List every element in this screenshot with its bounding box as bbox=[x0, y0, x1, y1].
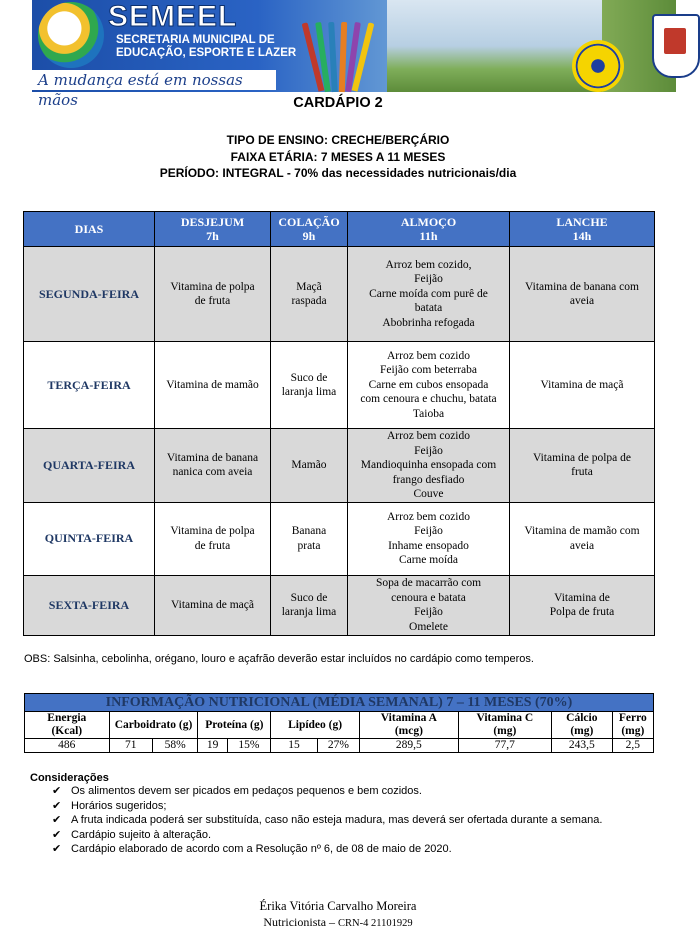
meal-line: Mandioquinha ensopada com bbox=[360, 459, 497, 471]
consideracao-item: ✔ Os alimentos devem ser picados em pedaços pequenos e bem cozidos. bbox=[52, 784, 422, 797]
day-cell: SEXTA-FEIRA bbox=[24, 575, 155, 635]
colacao-cell bbox=[271, 575, 348, 635]
colacao-cell bbox=[271, 429, 348, 503]
day-cell: SEGUNDA-FEIRA bbox=[24, 247, 155, 342]
header-ferro: Ferro (mg) bbox=[612, 712, 653, 739]
header-lipideo: Lipídeo (g) bbox=[271, 712, 360, 739]
day-cell: QUARTA-FEIRA bbox=[24, 429, 155, 503]
checkmark-icon: ✔ bbox=[52, 798, 62, 812]
desjejum-cell bbox=[155, 575, 271, 635]
pencils-image bbox=[302, 8, 382, 92]
checkmark-icon: ✔ bbox=[52, 784, 62, 797]
page-title: CARDÁPIO 2 bbox=[293, 95, 383, 111]
meal-line: Abobrinha refogada bbox=[382, 316, 475, 329]
municipal-crest-icon bbox=[652, 14, 700, 78]
consideracoes-list bbox=[30, 784, 602, 857]
consideracao-item: ✔ Horários sugeridos; bbox=[52, 798, 167, 812]
value-vitamina-c: 77,7 bbox=[458, 739, 551, 753]
meal-line: Vitamina de polpa bbox=[170, 280, 255, 293]
soccer-ball-icon bbox=[572, 40, 624, 92]
meal-line: Mamão bbox=[291, 459, 327, 471]
header-vitamina-a: Vitamina A (mcg) bbox=[360, 712, 459, 739]
meal-line: Arroz bem cozido, bbox=[385, 258, 472, 271]
meal-line: batata bbox=[414, 302, 443, 315]
meal-line: frango desfiado bbox=[392, 473, 465, 486]
menu-row bbox=[24, 342, 655, 429]
semeel-logo-icon bbox=[38, 2, 104, 68]
meal-line: Suco de bbox=[290, 591, 328, 604]
meal-line: cenoura e batata bbox=[391, 591, 466, 604]
almoco-cell bbox=[348, 247, 510, 342]
header-energia: Energia (Kcal) bbox=[25, 712, 110, 739]
menu-row bbox=[24, 247, 655, 342]
meal-line: Vitamina de maçã bbox=[171, 598, 254, 611]
value-carboidrato-g: 71 bbox=[109, 739, 152, 753]
meal-line: Feijão com beterraba bbox=[379, 364, 478, 377]
value-lipideo-g: 15 bbox=[271, 739, 318, 753]
desjejum-cell bbox=[155, 342, 271, 429]
day-cell: QUINTA-FEIRA bbox=[24, 502, 155, 575]
meal-line: aveia bbox=[569, 295, 595, 307]
meal-line: Arroz bem cozido bbox=[386, 430, 471, 442]
meal-line: de fruta bbox=[194, 295, 231, 307]
meal-line: raspada bbox=[291, 295, 327, 307]
checkmark-icon: ✔ bbox=[52, 827, 62, 841]
value-energia: 486 bbox=[25, 739, 110, 753]
meal-line: Omelete bbox=[409, 620, 448, 633]
tipo-ensino: TIPO DE ENSINO: CRECHE/BERÇÁRIO bbox=[226, 133, 450, 147]
meal-line: aveia bbox=[569, 539, 595, 552]
almoco-cell bbox=[348, 342, 510, 429]
meal-line: Feijão bbox=[414, 273, 443, 286]
faixa-etaria: FAIXA ETÁRIA: 7 MESES A 11 MESES bbox=[230, 149, 446, 164]
nutrition-title-row bbox=[25, 694, 654, 712]
meal-line: Couve bbox=[413, 488, 444, 500]
meal-line: Vitamina de polpa de bbox=[533, 451, 631, 464]
meal-line: Vitamina de polpa bbox=[170, 525, 255, 537]
meal-line: Carne moída bbox=[398, 554, 459, 566]
menu-row bbox=[24, 575, 655, 635]
value-proteina-g: 19 bbox=[198, 739, 227, 753]
meal-line: Taioba bbox=[412, 407, 445, 420]
meal-line: Banana bbox=[291, 525, 327, 537]
meal-line: prata bbox=[297, 539, 321, 552]
meal-line: Vitamina de bbox=[554, 591, 610, 604]
meal-line: Carne moída com purê de bbox=[369, 287, 488, 300]
meal-line: Carne em cubos ensopada bbox=[368, 378, 489, 391]
desjejum-cell bbox=[155, 247, 271, 342]
consideracao-item: ✔ Cardápio sujeito à alteração. bbox=[52, 827, 212, 841]
almoco-cell bbox=[348, 502, 510, 575]
colacao-cell bbox=[271, 342, 348, 429]
colacao-cell bbox=[271, 247, 348, 342]
value-proteina-pct: 15% bbox=[227, 739, 270, 753]
header-proteina: Proteína (g) bbox=[198, 712, 271, 739]
meal-line: laranja lima bbox=[281, 386, 337, 398]
lanche-cell bbox=[510, 502, 655, 575]
almoco-cell bbox=[348, 575, 510, 635]
meal-line: Inhame ensopado bbox=[388, 539, 469, 552]
value-calcio: 243,5 bbox=[551, 739, 612, 753]
meal-line: Feijão bbox=[414, 444, 443, 457]
lanche-cell bbox=[510, 342, 655, 429]
meal-line: fruta bbox=[571, 466, 593, 479]
periodo: PERÍODO: INTEGRAL - 70% das necessidades nutricionais/dia bbox=[159, 166, 517, 180]
brand-name: SEMEEL bbox=[108, 0, 238, 33]
almoco-cell bbox=[348, 429, 510, 503]
consideracao-item: ✔ Cardápio elaborado de acordo com a Resolução nº 6, de 08 de maio de 2020. bbox=[52, 842, 452, 855]
value-ferro: 2,5 bbox=[612, 739, 653, 753]
menu-header-row bbox=[24, 212, 655, 247]
nutrition-table bbox=[24, 693, 654, 753]
menu-table bbox=[23, 211, 655, 636]
slogan: A mudança está em nossas mãos bbox=[32, 70, 276, 90]
crn-number: CRN-4 21101929 bbox=[338, 918, 413, 929]
colacao-cell bbox=[271, 502, 348, 575]
meal-line: Feijão bbox=[414, 525, 443, 537]
header-dias: DIAS bbox=[24, 212, 155, 247]
meal-line: laranja lima bbox=[281, 606, 337, 618]
meal-line: Vitamina de banana bbox=[166, 451, 259, 464]
header-colacao: COLAÇÃO 9h bbox=[271, 212, 348, 247]
checkmark-icon: ✔ bbox=[52, 813, 62, 826]
value-vitamina-a: 289,5 bbox=[360, 739, 459, 753]
lanche-cell bbox=[510, 429, 655, 503]
header-calcio: Cálcio (mg) bbox=[551, 712, 612, 739]
meal-line: Sopa de macarrão com bbox=[375, 577, 482, 589]
consideracoes-section bbox=[30, 772, 602, 857]
consideracao-item: ✔ A fruta indicada poderá ser substituída, caso não esteja madura, mas deverá ser ofertada durante a semana. bbox=[52, 813, 603, 826]
menu-row bbox=[24, 429, 655, 503]
signature-name: Érika Vitória Carvalho Moreira bbox=[259, 899, 417, 913]
meal-line: Maçã bbox=[296, 280, 322, 293]
meal-line: Arroz bem cozido bbox=[386, 510, 471, 523]
meal-line: Vitamina de mamão com bbox=[524, 525, 640, 537]
children-photo bbox=[387, 0, 602, 92]
nutrition-values-row bbox=[25, 739, 654, 753]
secretaria-name: SECRETARIA MUNICIPAL DE EDUCAÇÃO, ESPORTE E LAZER bbox=[116, 34, 297, 59]
header-almoco: ALMOÇO 11h bbox=[348, 212, 510, 247]
menu-row bbox=[24, 502, 655, 575]
meal-line: Feijão bbox=[414, 606, 443, 618]
desjejum-cell bbox=[155, 429, 271, 503]
meal-line: Polpa de fruta bbox=[549, 606, 615, 618]
menu-info bbox=[0, 132, 676, 182]
header-vitamina-c: Vitamina C (mg) bbox=[458, 712, 551, 739]
header-desjejum: DESJEJUM 7h bbox=[155, 212, 271, 247]
checkmark-icon: ✔ bbox=[52, 842, 62, 855]
lanche-cell bbox=[510, 575, 655, 635]
meal-line: de fruta bbox=[194, 539, 231, 552]
meal-line: Vitamina de banana com bbox=[525, 280, 639, 293]
desjejum-cell bbox=[155, 502, 271, 575]
meal-line: Vitamina de mamão bbox=[166, 378, 259, 391]
consideracoes-title: Considerações bbox=[30, 772, 109, 784]
lanche-cell bbox=[510, 247, 655, 342]
header-carboidrato: Carboidrato (g) bbox=[109, 712, 198, 739]
nutrition-title: INFORMAÇÃO NUTRICIONAL (MÉDIA SEMANAL) 7 – 11 MESES (70%) bbox=[25, 694, 654, 712]
meal-line: Vitamina de maçã bbox=[540, 378, 624, 391]
obs-note: OBS: Salsinha, cebolinha, orégano, louro e açafrão deverão estar incluídos no cardápio como temperos. bbox=[24, 653, 534, 665]
value-carboidrato-pct: 58% bbox=[152, 739, 198, 753]
signature-role: Nutricionista – CRN-4 21101929 bbox=[263, 915, 413, 929]
meal-line: com cenoura e chuchu, batata bbox=[360, 393, 497, 406]
meal-line: Arroz bem cozido bbox=[386, 349, 471, 362]
meal-line: nanica com aveia bbox=[172, 466, 253, 479]
value-lipideo-pct: 27% bbox=[317, 739, 359, 753]
day-cell: TERÇA-FEIRA bbox=[24, 342, 155, 429]
nutrition-header-row bbox=[25, 712, 654, 739]
meal-line: Suco de bbox=[290, 371, 328, 384]
header-lanche: LANCHE 14h bbox=[510, 212, 655, 247]
